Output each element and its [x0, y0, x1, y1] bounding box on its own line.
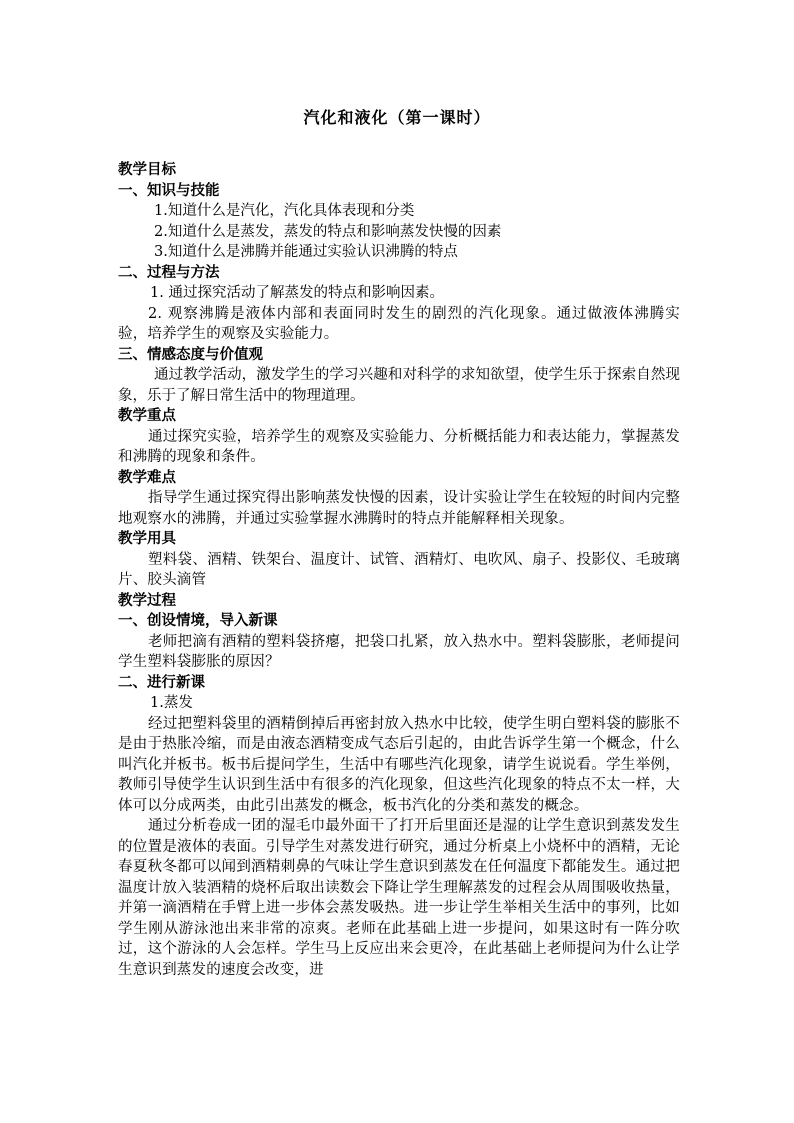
list-item: 2.知道什么是蒸发，蒸发的特点和影响蒸发快慢的因素: [154, 223, 502, 240]
tools-heading: 教学用具: [118, 530, 176, 547]
key-points-heading: 教学重点: [118, 407, 176, 424]
list-item-paragraph: 2. 观察沸腾是液体内部和表面同时发生的剧烈的汽化现象。通过做液体沸腾实验，培养学生的观察及实验能力。: [118, 305, 680, 342]
difficulty-heading: 教学难点: [118, 468, 176, 486]
process-method-heading: 二、过程与方法: [118, 263, 220, 281]
list-item: 1. 通过探究活动了解蒸发的特点和影响因素。: [150, 285, 444, 301]
process-heading: 教学过程: [118, 591, 176, 609]
intro-text: 老师把滴有酒精的塑料袋挤瘪，把袋口扎紧，放入热水中。塑料袋膨胀，老师提问学生塑料袋膨胀的原因？: [118, 633, 680, 670]
new-lesson-heading: 二、进行新课: [118, 673, 205, 691]
attitude-values-text: 通过教学活动，激发学生的学习兴趣和对科学的求知欲望，使学生乐于探索自然现象，乐于了解日常生活中的物理道理。: [118, 367, 680, 404]
teaching-goals-heading: 教学目标: [118, 161, 176, 178]
lesson-paragraph: 经过把塑料袋里的酒精倒掉后再密封放入热水中比较，使学生明白塑料袋的膨胀不是由于热胀冷缩，而是由液态酒精变成气态后引起的，由此告诉学生第一个概念，什么叫汽化并板书。板书后提问学生，生活中有哪些汽化现象，请学生说说看。学生举例，教师引导使学生认识到生活中有很多的汽化现象，但这些汽化现象的特点不太一样，大体可以分成两类，由此引出蒸发的概念，板书汽化的分类和蒸发的概念。: [118, 715, 680, 814]
lesson-paragraph: 通过分析卷成一团的湿毛巾最外面干了打开后里面还是湿的让学生意识到蒸发发生的位置是液体的表面。引导学生对蒸发进行研究，通过分析桌上小烧杯中的酒精，无论春夏秋冬都可以闻到酒精刺鼻的气味让学生意识到蒸发在任何温度下都能发生。通过把温度计放入装酒精的烧杯后取出读数会下降让学生理解蒸发的过程会从周围吸收热量，并第一滴酒精在手臂上进一步体会蒸发吸热。进一步让学生举相关生活中的事列，比如学生刚从游泳池出来非常的凉爽。老师在此基础上进一步提问，如果这时有一阵分吹过，这个游泳的人会怎样。学生马上反应出来会更冷，在此基础上老师提问为什么让学生意识到蒸发的速度会改变，进: [118, 818, 680, 978]
document-body: [118, 160, 680, 980]
knowledge-skills-heading: 一、知识与技能: [118, 181, 220, 199]
key-points-text: 通过探究实验，培养学生的观察及实验能力、分析概括能力和表达能力，掌握蒸发和沸腾的现象和条件。: [118, 428, 680, 465]
intro-heading: 一、创设情境，导入新课: [118, 612, 278, 629]
subsection-title: 1.蒸发: [150, 695, 193, 711]
list-item: 1.知道什么是汽化，汽化具体表现和分类: [154, 203, 415, 219]
attitude-values-heading: 三、情感态度与价值观: [118, 345, 263, 363]
tools-text: 塑料袋、酒精、铁架台、温度计、试管、酒精灯、电吹风、扇子、投影仪、毛玻璃片、胶头滴管: [118, 551, 680, 588]
list-item: 3.知道什么是沸腾并能通过实验认识沸腾的特点: [154, 244, 458, 260]
document-title: 汽化和液化（第一课时）: [303, 108, 491, 127]
difficulty-text: 指导学生通过探究得出影响蒸发快慢的因素，设计实验让学生在较短的时间内完整地观察水的沸腾，并通过实验掌握水沸腾时的特点并能解释相关现象。: [118, 490, 680, 527]
